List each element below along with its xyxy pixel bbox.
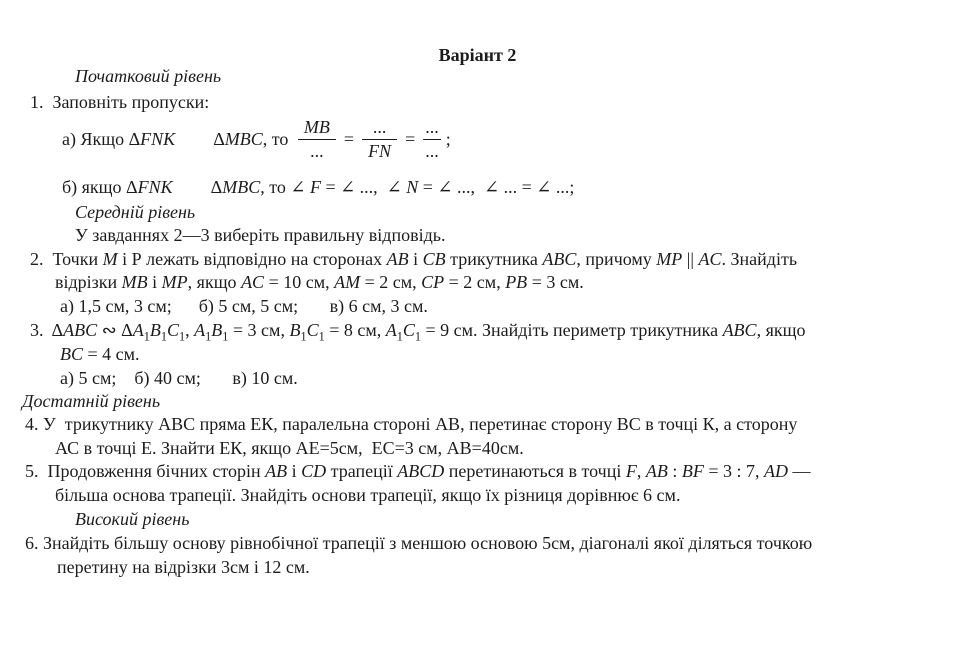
fraction-3-denominator: ... — [425, 140, 439, 161]
fraction-1-numerator: MB — [303, 117, 330, 137]
fraction-2-denominator: FN — [362, 139, 397, 161]
fraction-3-numerator: ... — [425, 117, 439, 137]
problem-2-line-1: 2. Точки M і Р лежать відповідно на сторонах AB і CB трикутника ABC, причому MP || AC. Знайдіть — [30, 249, 798, 269]
equation-prefix: а) Якщо ΔFNK ΔMBC, то — [62, 129, 293, 150]
fraction-2-numerator: ... — [372, 117, 387, 137]
equation-end: ; — [445, 129, 451, 150]
fraction-2 — [362, 118, 397, 161]
problem-6-line-1: 6. Знайдіть більшу основу рівнобічної трапеції з меншою основою 5см, діагоналі якої діляться точкою — [25, 533, 813, 553]
problem-2-line-2: відрізки MB і MP, якщо AC = 10 см, AM = 2 см, CP = 2 см, PB = 3 см. — [55, 272, 584, 292]
problem-3-line-2: BC = 4 см. — [60, 344, 140, 364]
fraction-3 — [423, 118, 441, 161]
problem-2-answers: а) 1,5 см, 3 см; б) 5 см, 5 см; в) 6 см, 3 см. — [60, 296, 428, 316]
problem-4-line-2: АС в точці Е. Знайти ЕК, якщо АЕ=5см, ЕС=3 см, АВ=40см. — [55, 438, 524, 458]
fraction-1-denominator: ... — [298, 139, 336, 161]
problem-1-header: 1. Заповніть пропуски: — [30, 92, 210, 112]
level-heading-sufficient: Достатній рівень — [22, 391, 161, 411]
problem-6-line-2: перетину на відрізки 3см і 12 см. — [57, 557, 310, 577]
equals-sign: = — [405, 129, 416, 150]
level-heading-middle: Середній рівень — [75, 202, 196, 222]
instruction-note: У завданнях 2—3 виберіть правильну відповідь. — [75, 225, 446, 245]
problem-5-line-2: більша основа трапеції. Знайдіть основи трапеції, якщо їх різниця дорівнює 6 см. — [55, 485, 681, 505]
level-heading-high: Високий рівень — [75, 509, 190, 529]
fraction-1 — [298, 118, 336, 161]
problem-1b: б) якщо ΔFNK ΔMBC, то ∠ F = ∠ ..., ∠ N = ∠ ..., ∠ ... = ∠ ...; — [62, 177, 575, 197]
problem-4-line-1: 4. У трикутнику АВС пряма ЕК, паралельна стороні АВ, перетинає сторону ВС в точці К, а сторону — [25, 414, 798, 434]
problem-5-line-1: 5. Продовження бічних сторін AB і CD трапеції ABCD перетинаються в точці F, AB : BF = 3 : 7, AD — — [25, 461, 811, 481]
level-heading-initial: Початковий рівень — [75, 66, 222, 86]
document-title: Варіант 2 — [438, 45, 517, 65]
problem-3-line-1: 3. ΔABC ∾ $\Delta A_1B_1C_1$, $A_1B_1 = 3$ см, $B_1C_1 = 8$ см, $A_1C_1 = 9$ см. Знайдіть периметр трикутника ABC, якщо — [30, 320, 806, 344]
equals-sign: = — [343, 129, 355, 150]
problem-3-answers: а) 5 см; б) 40 см; в) 10 см. — [60, 368, 298, 388]
problem-1a-equation — [62, 118, 451, 161]
